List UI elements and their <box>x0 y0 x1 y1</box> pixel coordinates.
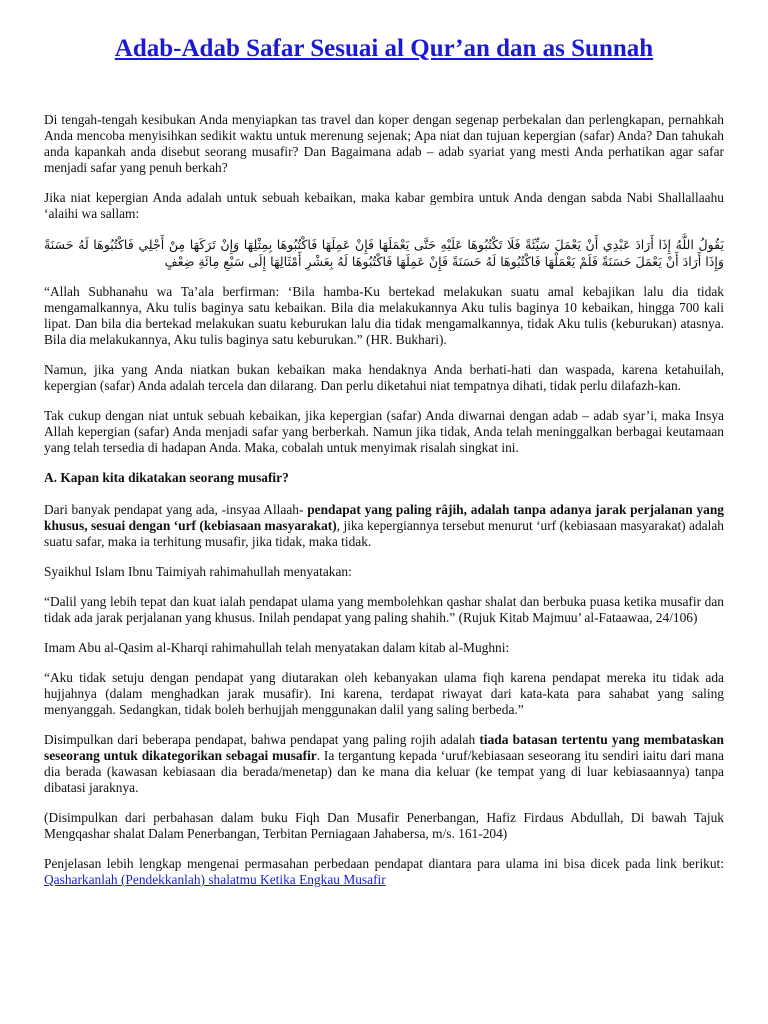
link-intro-text: Penjelasan lebih lengkap mengenai permasahan perbedaan pendapat diantara para ulama ini bisa dicek pada link berikut: <box>44 856 724 871</box>
rajih-text-2: , jika kepergiannya tersebut menurut ‘urf (kebiasaan masyarakat) adalah suatu safar, maka ia terhitung musafir, jika tidak, maka tidak. <box>44 518 724 549</box>
link-paragraph <box>44 856 724 888</box>
source-paragraph: (Disimpulkan dari perbahasan dalam buku Fiqh Dan Musafir Penerbangan, Hafiz Firdaus Abdullah, Di bawah Tajuk Mengqashar shalat Dalam Penerbangan, Terbitan Perniagaan Jahabersa, m/s. 161-204) <box>44 810 724 841</box>
hadith-translation: “Allah Subhanahu wa Ta’ala berfirman: ‘Bila hamba-Ku bertekad melakukan suatu amal kebajikan lalu dia tidak mengamalkannya, Aku tulis baginya satu kebaikan. Bila dia melakukannya Aku tulis baginya 10 kebaikan, hingga 700 kali lipat. Dan bila dia bertekad melakukan suatu keburukan lalu dia tidak mengamalkannya, tidak Aku tulis (keburukan) atasnya. Bila dia melakukannya, Aku tulis baginya satu keburukan.” (HR. Bukhari). <box>44 284 724 347</box>
ibnu-taimiyah-intro: Syaikhul Islam Ibnu Taimiyah rahimahullah menyatakan: <box>44 564 352 579</box>
conclusion-text-2: . Ia tergantung kepada ‘uruf/kebiasaan seseorang itu sendiri iaitu dari mana dia berada (kawasan kebiasaan dia berada/menetap) dan ke mana dia keluar (ke tempat yang di luar kebiasaannya) tanpa dibatasi jaraknya. <box>44 748 724 795</box>
conclusion-bold-text: tiada batasan tertentu yang membataskan seseorang untuk dikategorikan sebagai musafir <box>44 732 724 763</box>
section-heading-a: A. Kapan kita dikatakan seorang musafir? <box>44 470 289 485</box>
intro-paragraph: Di tengah-tengah kesibukan Anda menyiapkan tas travel dan koper dengan segenap perbekalan dan perlengkapan, pernahkah Anda mencoba menyisihkan sedikit waktu untuk merenung sejenak; Apa niat dan tujuan kepergian (safar) Anda? Dan tahukah anda kapankah anda disebut seorang musafir? Dan Bagaimana adab – adab syariat yang mesti Anda perhatikan agar safar menjadi safar yang penuh berkah? <box>44 112 724 175</box>
ibnu-taimiyah-quote: “Dalil yang lebih tepat dan kuat ialah pendapat ulama yang membolehkan qashar shalat dan berbuka puasa ketika musafir dan tidak ada jarak perjalanan yang khusus. Inilah pendapat yang paling shahih.” (Rujuk Kitab Majmuu’ al-Fataawaa, 24/106) <box>44 594 724 625</box>
adab-paragraph: Tak cukup dengan niat untuk sebuah kebaikan, jika kepergian (safar) Anda diwarnai dengan adab – adab syar’i, maka Insya Allah kepergian (safar) Anda menjadi safar yang berberkah. Namun jika tidak, Anda telah meninggalkan berbagai keutamaan yang telah tersedia di hadapan Anda. Maka, cobalah untuk menyimak risalah singkat ini. <box>44 408 724 455</box>
qashar-link[interactable]: Qasharkanlah (Pendekkanlah) shalatmu Ketika Engkau Musafir <box>44 872 386 887</box>
rajih-text-1: Dari banyak pendapat yang ada, -insyaa Allaah- <box>44 502 308 517</box>
conclusion-text-1: Disimpulkan dari beberapa pendapat, bahwa pendapat yang paling rojih adalah <box>44 732 480 747</box>
warning-paragraph: Namun, jika yang Anda niatkan bukan kebaikan maka hendaknya Anda berhati-hati dan waspada, karena ketahuilah, kepergian (safar) Anda adalah tercela dan dilarang. Dan perlu diketahui niat tempatnya dihati, tidak perlu dilafazh-kan. <box>44 362 724 393</box>
arabic-hadith: يَقُولُ اللَّهُ إِذَا أَرَادَ عَبْدِي أَنْ يَعْمَلَ سَيِّئَةً فَلَا تَكْتُبُوهَا عَلَيْهِ حَتَّى يَعْمَلَهَا فَإِنْ عَمِلَهَا فَاكْتُبُوهَا بِمِثْلِهَا وَإِنْ تَرَكَهَا مِنْ أَجْلِي فَاكْتُبُوهَا لَهُ حَسَنَةً وَإِذَا أَرَادَ أَنْ يَعْمَلَ حَسَنَةً فَلَمْ يَعْمَلْهَا فَاكْتُبُوهَا لَهُ حَسَنَةً فَإِنْ عَمِلَهَا فَاكْتُبُوهَا لَهُ بِعَشْرِ أَمْثَالِهَا إِلَى سَبْعِ مِائَةِ ضِعْفٍ <box>44 237 724 269</box>
conclusion-paragraph <box>44 732 724 796</box>
kharqi-quote: “Aku tidak setuju dengan pendapat yang diutarakan oleh kebanyakan ulama fiqh karena pendapat mereka itu tidak ada hujjahnya (dalam menghadkan jarak musafir). Ini karena, terdapat riwayat dari kata-kata para sahabat yang saling menyanggah. Sedangkan, tidak boleh berhujjah menggunakan dalil yang saling berbeda.” <box>44 670 724 717</box>
rajih-bold-text: pendapat yang paling râjih, adalah tanpa adanya jarak perjalanan yang khusus, sesuai dengan ‘urf (kebiasaan masyarakat) <box>44 502 724 533</box>
document-title: Adab-Adab Safar Sesuai al Qur’an dan as Sunnah <box>114 35 654 62</box>
rajih-paragraph <box>44 502 724 550</box>
niat-paragraph: Jika niat kepergian Anda adalah untuk sebuah kebaikan, maka kabar gembira untuk Anda dengan sabda Nabi Shallallaahu ‘alaihi wa sallam: <box>44 190 724 221</box>
kharqi-intro: Imam Abu al-Qasim al-Kharqi rahimahullah telah menyatakan dalam kitab al-Mughni: <box>44 640 510 655</box>
